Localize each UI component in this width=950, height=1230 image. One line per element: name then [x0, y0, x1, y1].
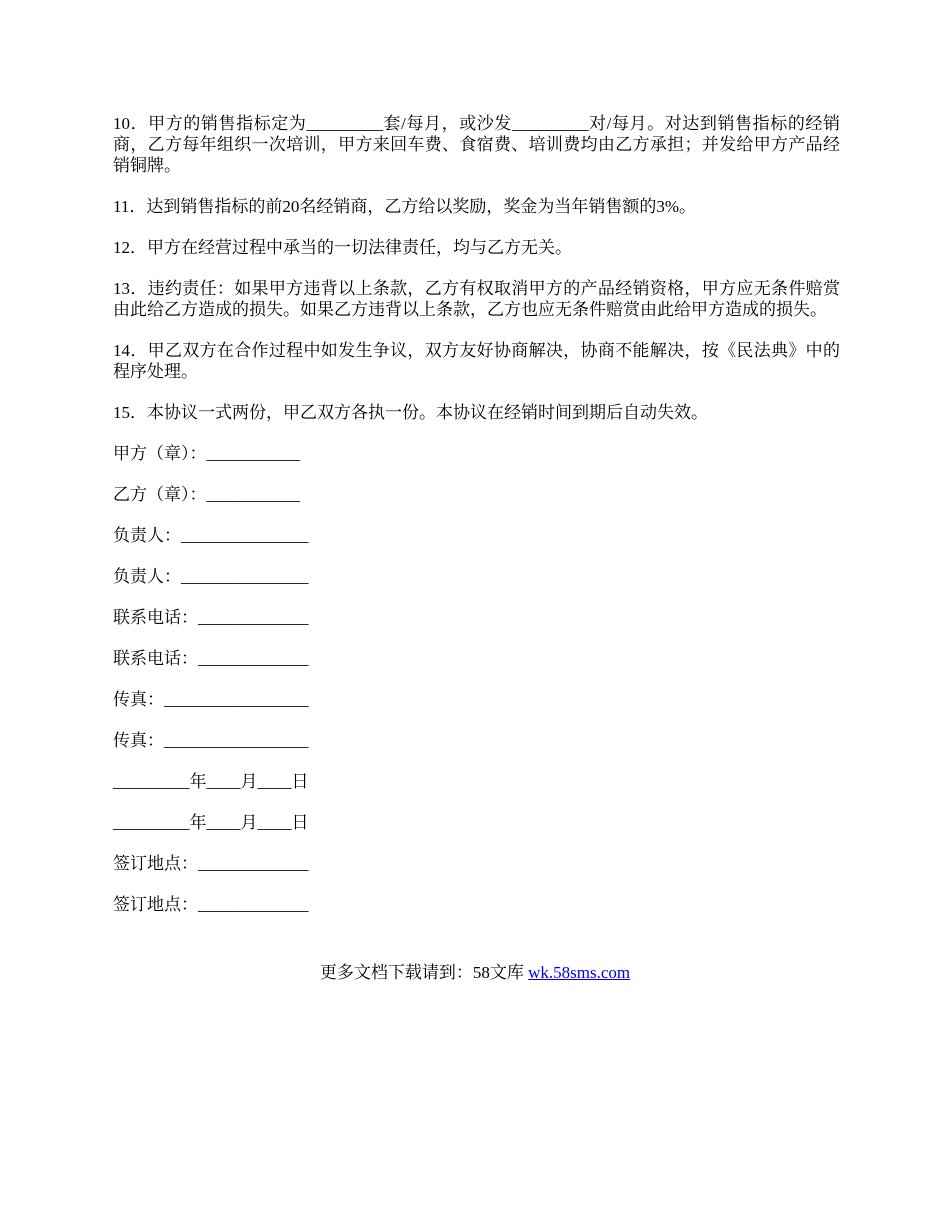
footer-text: 更多文档下载请到：58文库 — [319, 963, 529, 982]
party-a-phone-line: 联系电话：_____________ — [113, 608, 309, 627]
footer-link[interactable]: wk.58sms.com — [528, 963, 631, 982]
party-b-seal-line: 乙方（章）：___________ — [113, 485, 300, 504]
party-b-responsible-line: 负责人：_______________ — [113, 567, 309, 586]
party-a-place-line: 签订地点：_____________ — [113, 854, 309, 873]
party-b-phone-line: 联系电话：_____________ — [113, 649, 309, 668]
party-a-seal-line: 甲方（章）：___________ — [113, 444, 300, 463]
party-b-fax-line: 传真：_________________ — [113, 731, 309, 750]
signature-block — [113, 443, 840, 915]
clause-13: 13．违约责任：如果甲方违背以上条款，乙方有权取消甲方的产品经销资格，甲方应无条件赔赏由此给乙方造成的损失。如果乙方违背以上条款，乙方也应无条件赔赏由此给甲方造成的损失。 — [113, 279, 840, 319]
party-a-fax-line: 传真：_________________ — [113, 690, 309, 709]
clause-10: 10．甲方的销售指标定为_________套/每月，或沙发_________对/每月。对达到销售指标的经销商，乙方每年组织一次培训，甲方来回车费、食宿费、培训费均由乙方承担；并发给甲方产品经销铜牌。 — [113, 114, 840, 175]
party-a-responsible-line: 负责人：_______________ — [113, 526, 309, 545]
download-footer — [0, 962, 950, 983]
document-body — [113, 113, 840, 935]
clause-14: 14．甲乙双方在合作过程中如发生争议，双方友好协商解决，协商不能解决，按《民法典》中的程序处理。 — [113, 341, 840, 381]
clause-11: 11．达到销售指标的前20名经销商，乙方给以奖励，奖金为当年销售额的3%。 — [113, 197, 697, 216]
party-a-date-line: _________年____月____日 — [113, 772, 309, 791]
party-b-place-line: 签订地点：_____________ — [113, 895, 309, 914]
party-b-date-line: _________年____月____日 — [113, 813, 309, 832]
clause-12: 12．甲方在经营过程中承当的一切法律责任，均与乙方无关。 — [113, 238, 572, 257]
clause-15: 15．本协议一式两份，甲乙双方各执一份。本协议在经销时间到期后自动失效。 — [113, 403, 708, 422]
